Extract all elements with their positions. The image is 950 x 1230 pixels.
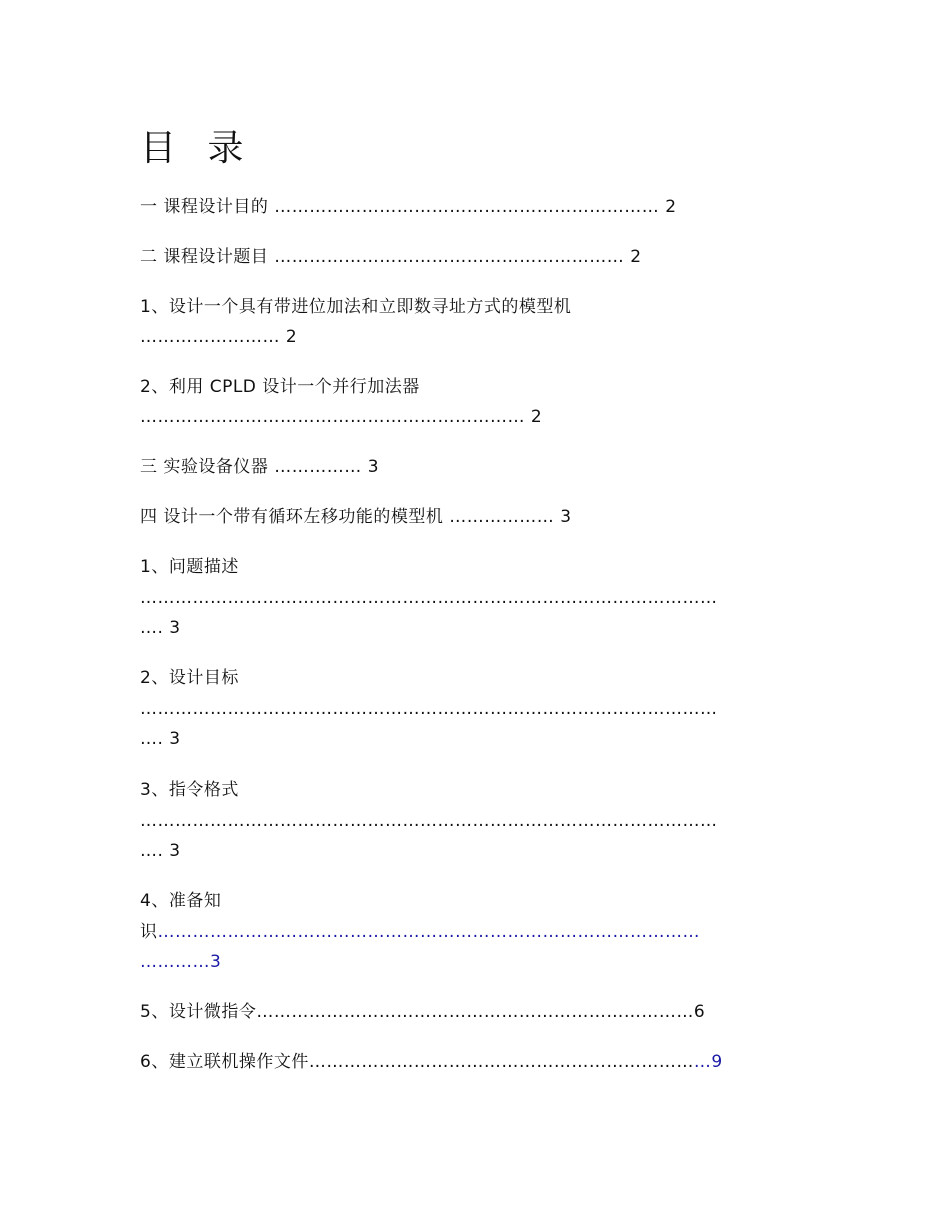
toc-entry-microinstruction-title: 5、设计微指令 bbox=[140, 1002, 257, 1022]
toc-entry-equipment[interactable]: 三 实验设备仪器 …………… 3 bbox=[140, 457, 380, 477]
toc-entry-knowledge-number: 3 bbox=[210, 952, 222, 972]
toc-entry-goal-page[interactable]: …. 3 bbox=[140, 729, 181, 749]
toc-entry-rotate-left-machine[interactable]: 四 设计一个带有循环左移功能的模型机 ……………… 3 bbox=[140, 507, 572, 527]
toc-entry-knowledge-suffix: 识 bbox=[140, 922, 158, 942]
toc-entry-format-title[interactable]: 3、指令格式 bbox=[140, 780, 239, 800]
toc-entry-knowledge-dots: ………………………………………………………………………………… bbox=[157, 922, 700, 942]
toc-entry-microinstruction[interactable] bbox=[140, 1002, 705, 1022]
toc-entry-topics[interactable]: 二 课程设计题目 …………………………………………………… 2 bbox=[140, 247, 642, 267]
toc-entry-purpose[interactable]: 一 课程设计目的 ………………………………………………………… 2 bbox=[140, 197, 677, 217]
toc-entry-problem-title[interactable]: 1、问题描述 bbox=[140, 557, 239, 577]
toc-entry-cpld-leader[interactable]: ………………………………………………………… 2 bbox=[140, 407, 543, 427]
toc-entry-online-file-title: 6、建立联机操作文件 bbox=[140, 1052, 309, 1072]
toc-entry-cpld-title[interactable]: 2、利用 CPLD 设计一个并行加法器 bbox=[140, 377, 420, 397]
toc-title: 目 录 bbox=[140, 128, 254, 169]
toc-entry-model-machine-title[interactable]: 1、设计一个具有带进位加法和立即数寻址方式的模型机 bbox=[140, 297, 572, 317]
toc-entry-problem-leader[interactable]: ……………………………………………………………………………………… bbox=[140, 588, 718, 608]
toc-entry-goal-title[interactable]: 2、设计目标 bbox=[140, 668, 239, 688]
toc-entry-online-file[interactable] bbox=[140, 1052, 723, 1072]
toc-entry-microinstruction-page: 6 bbox=[693, 1002, 706, 1022]
toc-entry-model-machine-leader[interactable]: …………………… 2 bbox=[140, 327, 298, 347]
toc-entry-microinstruction-dots: ………………………………………………………………… bbox=[256, 1002, 694, 1022]
toc-entry-format-leader[interactable]: ……………………………………………………………………………………… bbox=[140, 811, 718, 831]
toc-entry-knowledge-dots-2: ………… bbox=[140, 952, 210, 972]
toc-entry-knowledge-title[interactable]: 4、准备知 bbox=[140, 891, 222, 911]
toc-entry-format-page[interactable]: …. 3 bbox=[140, 841, 181, 861]
toc-entry-online-file-dots: ………………………………………………………… bbox=[308, 1052, 694, 1072]
toc-entry-online-file-page: 9 bbox=[711, 1052, 723, 1072]
toc-entry-problem-page[interactable]: …. 3 bbox=[140, 618, 181, 638]
toc-entry-knowledge-leader[interactable] bbox=[140, 922, 700, 942]
toc-entry-online-file-dots-link: … bbox=[693, 1052, 712, 1072]
toc-entry-knowledge-page[interactable] bbox=[140, 952, 221, 972]
toc-entry-goal-leader[interactable]: ……………………………………………………………………………………… bbox=[140, 699, 718, 719]
